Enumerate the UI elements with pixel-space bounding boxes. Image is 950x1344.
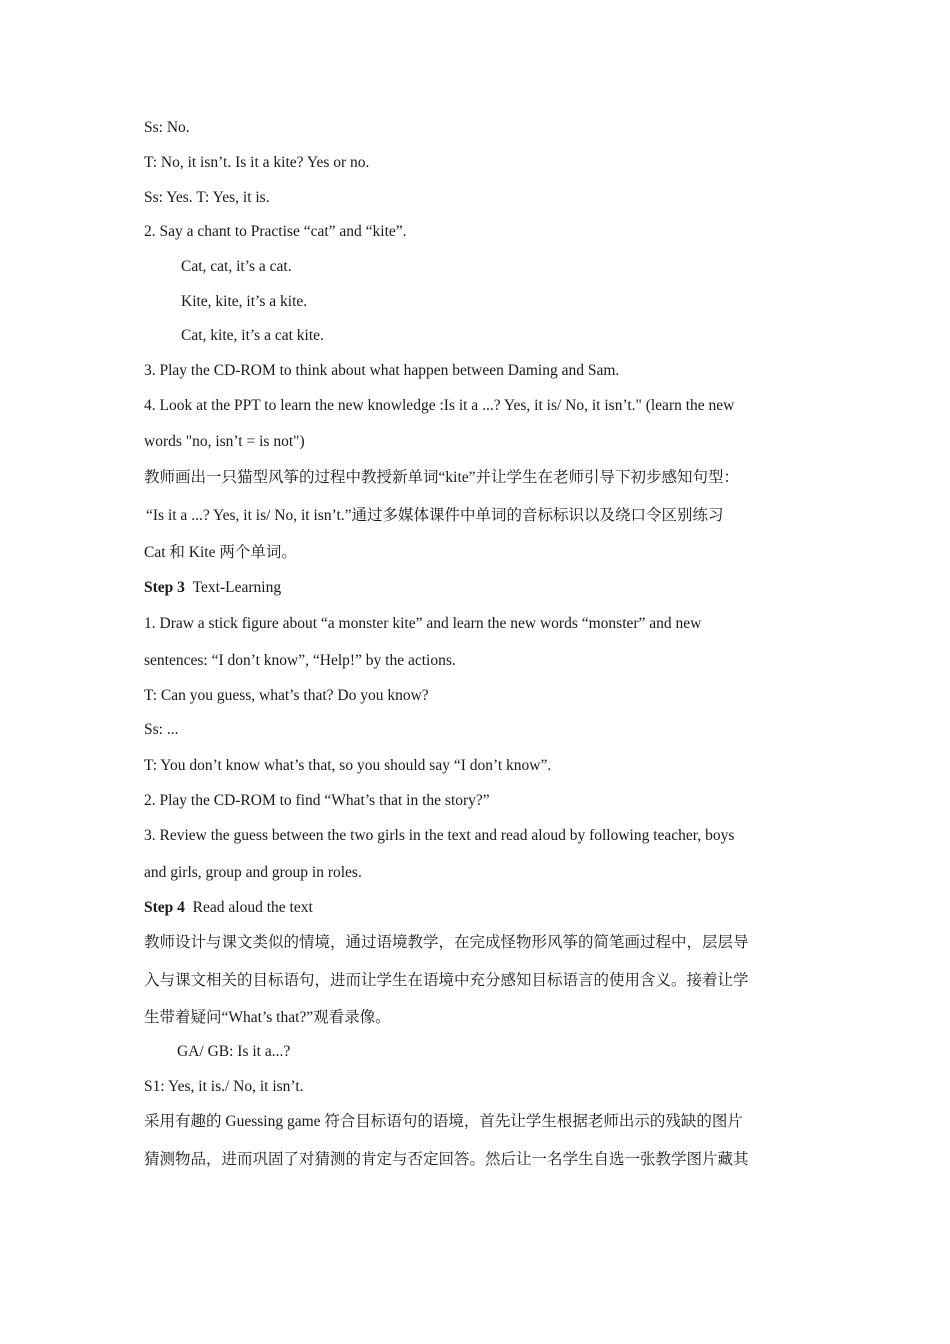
text-line: and girls, group and group in roles. — [144, 864, 362, 881]
text-line: Ss: ... — [144, 721, 179, 738]
text-line: 采用有趣的 Guessing game 符合目标语句的语境，首先让学生根据老师出示的残缺的图片 — [144, 1113, 743, 1130]
text-line: Ss: No. — [144, 119, 190, 136]
step-3-label: Step 3 — [144, 579, 185, 596]
dialogue-line: GA/ GB: Is it a...? — [177, 1043, 291, 1060]
step-4-label: Step 4 — [144, 899, 185, 916]
step-4-heading — [144, 898, 824, 918]
text-line: Ss: Yes. T: Yes, it is. — [144, 189, 270, 206]
text-line: T: You don’t know what’s that, so you should say “I don’t know”. — [144, 757, 552, 774]
chant-line: Cat, kite, it’s a cat kite. — [181, 327, 324, 344]
text-line: S1: Yes, it is./ No, it isn’t. — [144, 1078, 304, 1095]
step-3-heading — [144, 578, 824, 598]
text-line: 4. Look at the PPT to learn the new knowledge :Is it a ...? Yes, it is/ No, it isn’t." (learn the new — [144, 397, 735, 414]
text-line: 2. Play the CD-ROM to find “What’s that in the story?” — [144, 792, 490, 809]
step-3-title: Text-Learning — [192, 579, 282, 596]
text-line: 入与课文相关的目标语句，进而让学生在语境中充分感知目标语言的使用含义。接着让学 — [144, 972, 749, 989]
text-line: 教师设计与课文类似的情境，通过语境教学，在完成怪物形风筝的简笔画过程中，层层导 — [144, 934, 749, 951]
text-line: 1. Draw a stick figure about “a monster kite” and learn the new words “monster” and new — [144, 615, 702, 632]
text-line: 猜测物品，进而巩固了对猜测的肯定与否定回答。然后让一名学生自选一张教学图片藏其 — [144, 1151, 749, 1168]
text-line: “Is it a ...? Yes, it is/ No, it isn’t.”通过多媒体课件中单词的音标标识以及绕口令区别练习 — [146, 507, 724, 524]
text-line: T: Can you guess, what’s that? Do you know? — [144, 687, 429, 704]
text-line: T: No, it isn’t. Is it a kite? Yes or no. — [144, 154, 370, 171]
text-line: sentences: “I don’t know”, “Help!” by the actions. — [144, 652, 456, 669]
text-line: 教师画出一只猫型风筝的过程中教授新单词“kite”并让学生在老师引导下初步感知句型： — [144, 469, 740, 486]
text-line: 生带着疑问“What’s that?”观看录像。 — [144, 1009, 391, 1026]
chant-line: Cat, cat, it’s a cat. — [181, 258, 292, 275]
text-line: 2. Say a chant to Practise “cat” and “kite”. — [144, 223, 407, 240]
text-line: 3. Review the guess between the two girls in the text and read aloud by following teacher, boys — [144, 827, 735, 844]
text-line: 3. Play the CD-ROM to think about what happen between Daming and Sam. — [144, 362, 620, 379]
chant-line: Kite, kite, it’s a kite. — [181, 293, 308, 310]
text-line: Cat 和 Kite 两个单词。 — [144, 544, 297, 561]
text-line: words "no, isn’t = is not") — [144, 433, 305, 450]
step-4-title: Read aloud the text — [192, 899, 313, 916]
